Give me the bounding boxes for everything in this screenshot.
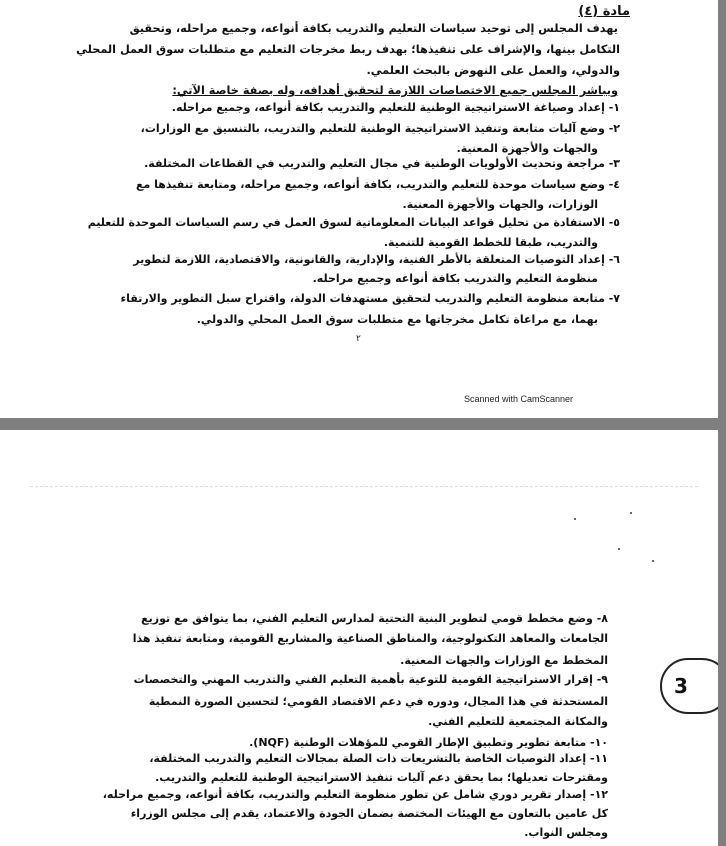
scanned-page-2: [0, 430, 718, 846]
item-line: الوزارات، والجهات والأجهزة المعنية.: [402, 198, 598, 211]
scan-speck: [574, 518, 576, 520]
faint-scan-line: [30, 486, 698, 487]
item-line: ١١- إعداد التوصيات الخاصة بالتشريعات ذات الصلة بمجالات التعليم والتدريب المختلفة،: [149, 752, 608, 765]
item-line: المستحدثة في هذا المجال، ودوره في دعم الاقتصاد القومي؛ لتحسين الصورة النمطية: [148, 695, 608, 708]
item-line: الجامعات والمعاهد التكنولوجية، والمناطق الصناعية والمشاريع القومية، ومتابعة تنفيذ هذا: [132, 632, 608, 645]
item-line: والجهات والأجهزة المعنية.: [456, 142, 598, 155]
item-line: ١٠- متابعة تطوير وتطبيق الإطار القومي للمؤهلات الوطنية (NQF).: [249, 736, 608, 749]
article-heading: مادة (٤): [578, 4, 630, 19]
item-line: ١- إعداد وصياغة الاستراتيجية الوطنية للتعليم والتدريب بكافة أنواعه، وجميع مراحله.: [171, 101, 620, 114]
intro-line-1: يهدف المجلس إلى توحيد سياسات التعليم والتدريب بكافة أنواعه، وجميع مراحله، وتحقيق: [129, 22, 618, 35]
powers-heading: ويباشر المجلس جميع الاختصاصات اللازمة لتحقيق أهدافه، وله بصفة خاصة الآتي:: [172, 84, 618, 97]
item-line: ومجلس النواب.: [524, 826, 608, 839]
item-line: ٤- وضع سياسات موحدة للتعليم والتدريب، بكافة أنواعه، وجميع مراحله، ومتابعة تنفيذها مع: [136, 178, 620, 191]
intro-line-3: والدولي، والعمل على النهوض بالبحث العلمي.: [366, 64, 620, 77]
item-line: والمكانة المجتمعية للتعليم الفني.: [428, 715, 608, 728]
item-line: والتدريب، طبقا للخطط القومية للتنمية.: [383, 236, 598, 249]
item-line: بهما، مع مراعاة تكامل مخرجاتها مع متطلبات سوق العمل المحلي والدولي.: [196, 313, 598, 326]
item-line: المخطط مع الوزارات والجهات المعنية.: [400, 654, 608, 667]
scan-speck: [618, 548, 620, 550]
item-line: ١٢- إصدار تقرير دوري شامل عن تطور منظومة التعليم والتدريب، بكافة أنواعه، وجميع مراحله،: [102, 788, 608, 801]
scan-speck: [652, 560, 654, 562]
item-line: ومقترحات تعديلها؛ بما يحقق دعم آليات تنفيذ الاستراتيجية الوطنية للتعليم والتدريب.: [155, 771, 608, 784]
page-number-badge: [660, 658, 718, 714]
intro-line-2: التكامل بينها، والإشراف على تنفيذها؛ بهدف ربط مخرجات التعليم مع متطلبات سوق العمل المحلي: [76, 43, 620, 56]
item-line: ٢- وضع آليات متابعة وتنفيذ الاستراتيجية الوطنية للتعليم والتدريب، بالتنسيق مع الوزارات،: [140, 122, 620, 135]
page-number-badge-label: 3: [674, 674, 688, 698]
scanner-watermark: Scanned with CamScanner: [464, 394, 574, 404]
scanned-page-1: [0, 0, 718, 418]
item-line: كل عامين بالتعاون مع الهيئات المختصة بضمان الجودة والاعتماد، يقدم إلى مجلس الوزراء: [130, 807, 608, 820]
item-line: ٨- وضع مخطط قومي لتطوير البنية التحتية لمدارس التعليم الفني، بما يتوافق مع توزيع: [141, 612, 608, 625]
item-line: ٧- متابعة منظومة التعليم والتدريب لتحقيق مستهدفات الدولة، واقتراح سبل التطوير والارتقاء: [120, 292, 620, 305]
item-line: ٩- إقرار الاستراتيجية القومية للتوعية بأهمية التعليم الفني والتدريب المهني والتخصصات: [133, 673, 608, 686]
item-line: ٥- الاستفادة من تحليل قواعد البيانات المعلوماتية لسوق العمل في رسم السياسات الموحدة للتعليم: [87, 216, 620, 229]
item-line: منظومة التعليم والتدريب بكافة أنواعه وجميع مراحله.: [312, 272, 598, 285]
page-number: ٢: [356, 334, 361, 344]
item-line: ٣- مراجعة وتحديث الأولويات الوطنية في مجال التعليم والتدريب في القطاعات المختلفة.: [144, 157, 620, 170]
item-line: ٦- إعداد التوصيات المتعلقة بالأطر الفنية، والإدارية، والقانونية، والاقتصادية، اللازمة لتطوير: [133, 253, 620, 266]
scan-speck: [630, 512, 632, 514]
